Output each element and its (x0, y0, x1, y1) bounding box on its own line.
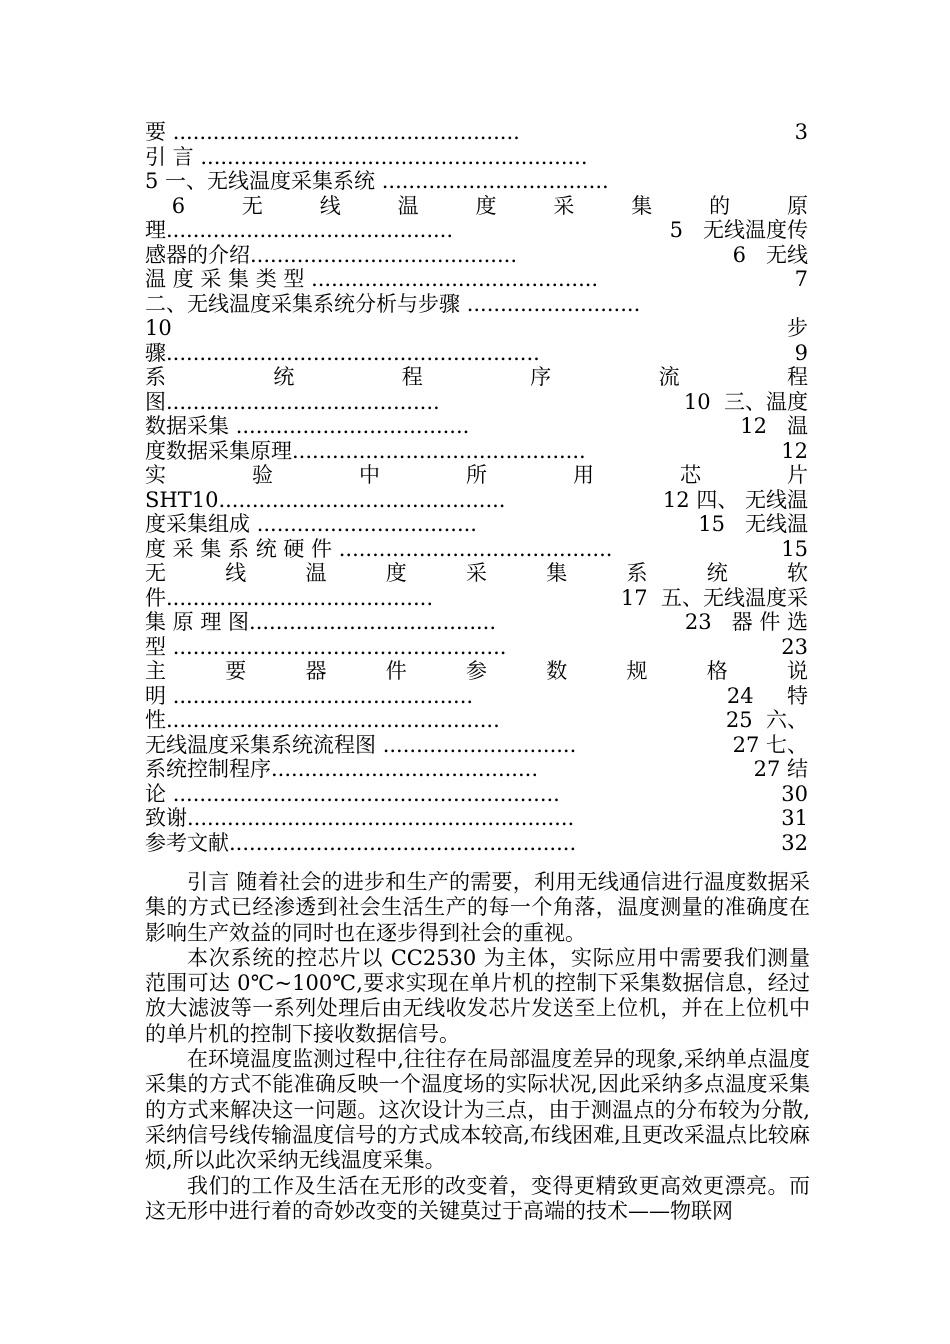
toc-text: 5 一、无线温度采集系统 (145, 169, 382, 193)
toc-text: 验 (252, 463, 273, 487)
toc-text: 系统控制程序 (145, 757, 271, 781)
toc-leader: .................................................. (166, 708, 500, 732)
toc-leader: ........................................... (166, 218, 454, 242)
toc-text: 12 四、 无线温 (662, 487, 808, 512)
toc-text: 系 (145, 365, 166, 389)
toc-text: 度 (475, 193, 497, 218)
toc-text: 30 (781, 781, 808, 806)
toc-text: 统 (273, 365, 295, 389)
toc-leader: ........................................ (250, 242, 518, 267)
toc-text: 10 三、温度 (683, 389, 808, 414)
toc-line (145, 757, 808, 782)
toc-text: 要 (225, 659, 247, 683)
toc-leader: ................................. (256, 512, 477, 536)
toc-text: 数 (546, 659, 568, 683)
toc-text: 致谢 (145, 806, 187, 830)
toc-line (145, 512, 808, 537)
toc-line (145, 463, 808, 488)
toc-line (145, 586, 808, 611)
toc-line (145, 267, 808, 292)
toc-text: 参考文献 (145, 830, 229, 855)
toc-text: 件 (145, 585, 166, 610)
toc-text: 度数据采集原理 (145, 438, 292, 463)
toc-line (145, 292, 808, 317)
paragraph-system-chip: 本次系统的控芯片以 CC2530 为主体，实际应用中需要我们测量范围可达 0℃~100℃,要求实现在单片机的控制下采集数据信息，经过放大滤波等一系列处理后由无线收发芯片发送至上位机，并在上位机中的单片机的控制下接收数据信号。 (145, 945, 810, 1046)
toc-text: 15 无线温 (684, 512, 808, 536)
toc-text: 23 器 件 选 (684, 610, 808, 634)
toc-text: 系 (626, 561, 648, 585)
toc-leader: .......................... (466, 291, 641, 316)
toc-text: 骤 (145, 340, 166, 365)
toc-text: 温 (397, 193, 419, 218)
toc-line (145, 733, 808, 758)
body-text (145, 870, 810, 1224)
toc-text: 图 (145, 389, 166, 414)
toc-text: 24 特 (726, 683, 808, 708)
toc-line (145, 537, 808, 562)
toc-text: 件 (385, 659, 407, 683)
toc-line (145, 684, 808, 709)
toc-text: 型 (145, 634, 173, 659)
toc-text: 6 无线 (732, 242, 808, 267)
toc-text: 实 (145, 463, 166, 487)
toc-text: 无线温度采集系统流程图 (145, 732, 383, 757)
toc-text: 无 (145, 561, 166, 585)
toc-text: 数据采集 (145, 414, 236, 438)
toc-text: 17 五、无线温度采 (620, 585, 808, 610)
toc-text: 3 (787, 120, 808, 144)
toc-line (145, 341, 808, 366)
paragraph-iot: 我们的工作及生活在无形的改变着，变得更精致更高效更漂亮。而这无形中进行着的奇妙改变的关键莫过于高端的技术——物联网 (145, 1173, 810, 1223)
toc-text: 无 (241, 193, 263, 218)
toc-text: 线 (319, 193, 341, 218)
toc-line (145, 145, 808, 170)
toc-text: 9 (794, 340, 808, 365)
toc-text: 器 (305, 659, 327, 683)
toc-text: 用 (573, 463, 594, 487)
toc-leader: ......................................... (338, 536, 613, 561)
toc-text: 7 (794, 267, 808, 291)
toc-text: 12 (781, 438, 808, 463)
toc-line (145, 194, 808, 219)
toc-text: 原 (786, 193, 808, 218)
toc-text: 感器的介绍 (145, 242, 250, 267)
toc-line (145, 831, 808, 856)
toc-text: 10 (145, 316, 172, 340)
toc-text: 23 (781, 634, 808, 659)
toc-text: 流 (658, 365, 680, 389)
toc-text: 温 (305, 561, 327, 585)
toc-leader: .......................................................... (187, 806, 575, 830)
toc-leader: ................................... (235, 414, 470, 438)
toc-text: 步 (787, 316, 808, 340)
toc-leader: ........................................................ (166, 340, 540, 365)
toc-text: 所 (466, 463, 487, 487)
toc-text: 参 (466, 659, 487, 683)
toc-leader: ............................................. (172, 683, 474, 708)
toc-text: 集 原 理 图 (145, 610, 250, 634)
toc-text: 31 (781, 806, 808, 830)
toc-leader: ..................................... (249, 610, 497, 634)
toc-text: 软 (787, 561, 808, 585)
toc-text: 度采集组成 (145, 512, 257, 536)
toc-text: 采 (466, 561, 487, 585)
toc-leader: ........................................... (218, 487, 506, 512)
toc-text: 芯 (680, 463, 701, 487)
toc-line (145, 414, 808, 439)
toc-text: 明 (145, 683, 173, 708)
toc-leader: ............................................ (292, 438, 586, 463)
table-of-contents (145, 120, 808, 855)
toc-leader: .......................................................... (172, 781, 560, 806)
toc-line (145, 635, 808, 660)
toc-leader: .................................................... (229, 830, 577, 855)
toc-text: 序 (530, 365, 552, 389)
toc-text: 度 (385, 561, 407, 585)
toc-text: 5 无线温度传 (669, 218, 808, 242)
toc-text: 统 (706, 561, 728, 585)
toc-leader: ......................................... (166, 389, 440, 414)
toc-text: 引 言 (145, 144, 201, 169)
toc-text: 的 (709, 193, 731, 218)
toc-text: 规 (626, 659, 648, 683)
toc-line (145, 243, 808, 268)
toc-text: 中 (359, 463, 380, 487)
toc-text: 25 六、 (725, 708, 808, 732)
toc-line (145, 390, 808, 415)
toc-text: 6 (145, 193, 186, 218)
toc-text: 27 结 (753, 757, 808, 781)
toc-leader: ........................................ (271, 757, 539, 781)
toc-leader: .......................................................... (200, 144, 588, 169)
toc-leader: ............................. (382, 732, 577, 757)
toc-line (145, 488, 808, 513)
toc-line (145, 561, 808, 586)
paragraph-intro: 引言 随着社会的进步和生产的需要，利用无线通信进行温度数据采集的方式已经渗透到社会生活生产的每一个角落，温度测量的准确度在影响生产效益的同时也在逐步得到社会的重视。 (145, 870, 810, 945)
toc-text: 度 采 集 系 统 硬 件 (145, 536, 339, 561)
toc-leader: .................................. (381, 169, 609, 193)
toc-text: 线 (225, 561, 247, 585)
toc-line (145, 439, 808, 464)
toc-text: 要 (145, 120, 173, 144)
toc-text: 程 (786, 365, 808, 389)
toc-text: 二、无线温度采集系统分析与步骤 (145, 291, 467, 316)
toc-line (145, 316, 808, 341)
toc-text: 温 度 采 集 类 型 (145, 267, 312, 291)
toc-text: 12 温 (726, 414, 808, 438)
toc-line (145, 365, 808, 390)
toc-line (145, 806, 808, 831)
toc-line (145, 708, 808, 733)
toc-text: 程 (401, 365, 423, 389)
toc-text: 主 (145, 659, 166, 683)
toc-text: 格 (706, 659, 728, 683)
toc-line (145, 169, 808, 194)
toc-line (145, 782, 808, 807)
toc-text: 集 (631, 193, 653, 218)
paragraph-monitoring: 在环境温度监测过程中,往往存在局部温度差异的现象,采纳单点温度采集的方式不能准确反映一个温度场的实际状况,因此采纳多点温度采集的方式来解决这一问题。这次设计为三点，由于测温点的分布较为分散,采纳信号线传输温度信号的方式成本较高,布线困难,且更改采温点比较麻烦,所以此次采纳无线温度采集。 (145, 1047, 810, 1173)
toc-line (145, 659, 808, 684)
toc-text: 片 (787, 463, 808, 487)
toc-leader: .................................................... (172, 120, 520, 144)
toc-text: 27 七、 (719, 732, 808, 757)
toc-leader: .................................................. (172, 634, 507, 659)
toc-text: SHT10 (145, 487, 219, 512)
toc-text: 性 (145, 708, 166, 732)
toc-leader: ........................................ (166, 585, 434, 610)
toc-text: 采 (553, 193, 575, 218)
toc-line (145, 610, 808, 635)
toc-text: 论 (145, 781, 173, 806)
toc-text: 32 (781, 830, 808, 855)
toc-text: 理 (145, 218, 166, 242)
toc-line (145, 218, 808, 243)
toc-leader: ........................................... (311, 267, 599, 291)
toc-line (145, 120, 808, 145)
toc-text: 集 (546, 561, 568, 585)
toc-text: 15 (781, 536, 808, 561)
toc-text: 说 (787, 659, 808, 683)
